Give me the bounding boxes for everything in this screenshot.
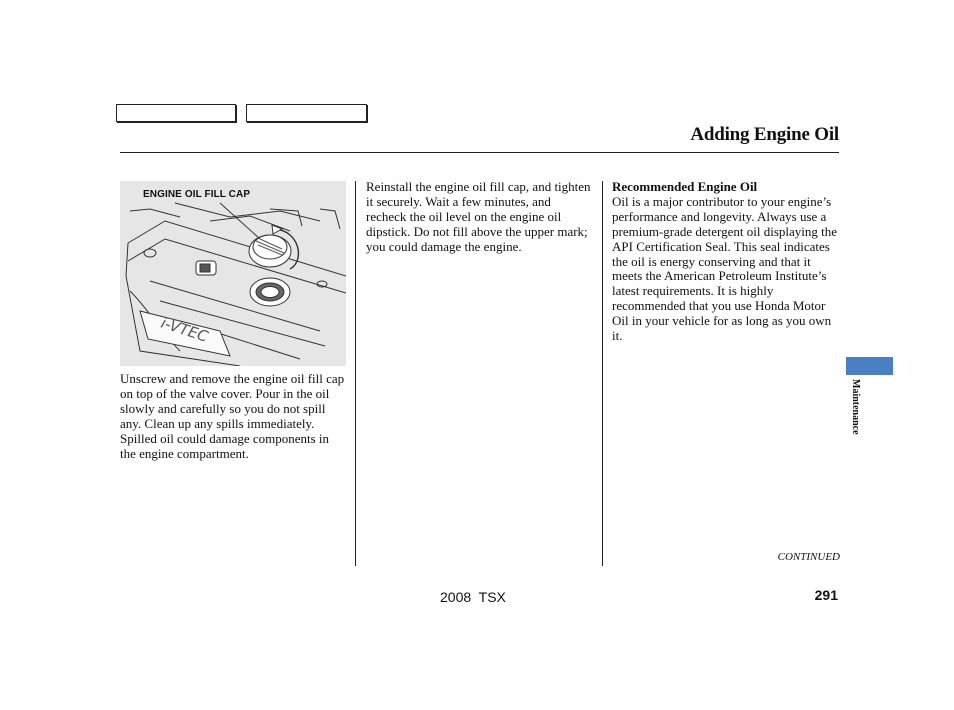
page-title: Adding Engine Oil <box>690 124 839 145</box>
title-rule <box>120 152 839 153</box>
paragraph-recommended-oil: Oil is a major contributor to your engine’s performance and longevity. Always use a premium-grade detergent oil displaying the API Certification Seal. This seal indicates the oil is energy conserving and that it meets the American Petroleum Institute’s latest requirements. It is highly recommended that you use Honda Motor Oil in your vehicle for as long as you own it. <box>612 193 838 344</box>
paragraph-add-oil: Unscrew and remove the engine oil fill cap on top of the valve cover. Pour in the oil slowly and carefully so you do not spill any. Clean up any spills immediately. Spilled oil could damage components in the engine compartment. <box>120 371 345 461</box>
recommended-oil-section <box>612 180 840 344</box>
section-tab[interactable] <box>846 357 893 375</box>
engine-illustration <box>120 181 346 366</box>
section-tab-label: Maintenance <box>850 379 861 435</box>
column-divider-1 <box>355 181 356 566</box>
paragraph-reinstall-cap: Reinstall the engine oil fill cap, and tighten it securely. Wait a few minutes, and recheck the oil level on the engine oil dipstick. Do not fill above the upper mark; you could damage the engine. <box>366 179 591 254</box>
footer-model: 2008 TSX <box>440 589 506 605</box>
continued-note: CONTINUED <box>777 551 840 563</box>
figure-label: ENGINE OIL FILL CAP <box>143 189 251 200</box>
section-heading: Recommended Engine Oil <box>612 179 758 194</box>
nav-box-1[interactable] <box>116 104 236 122</box>
i-vtec-badge-text: i-VTEC <box>158 313 211 346</box>
nav-box-2[interactable] <box>246 104 367 122</box>
column-divider-2 <box>602 181 603 566</box>
page-number: 291 <box>814 587 838 603</box>
engine-oil-cap-drawing <box>120 181 346 366</box>
